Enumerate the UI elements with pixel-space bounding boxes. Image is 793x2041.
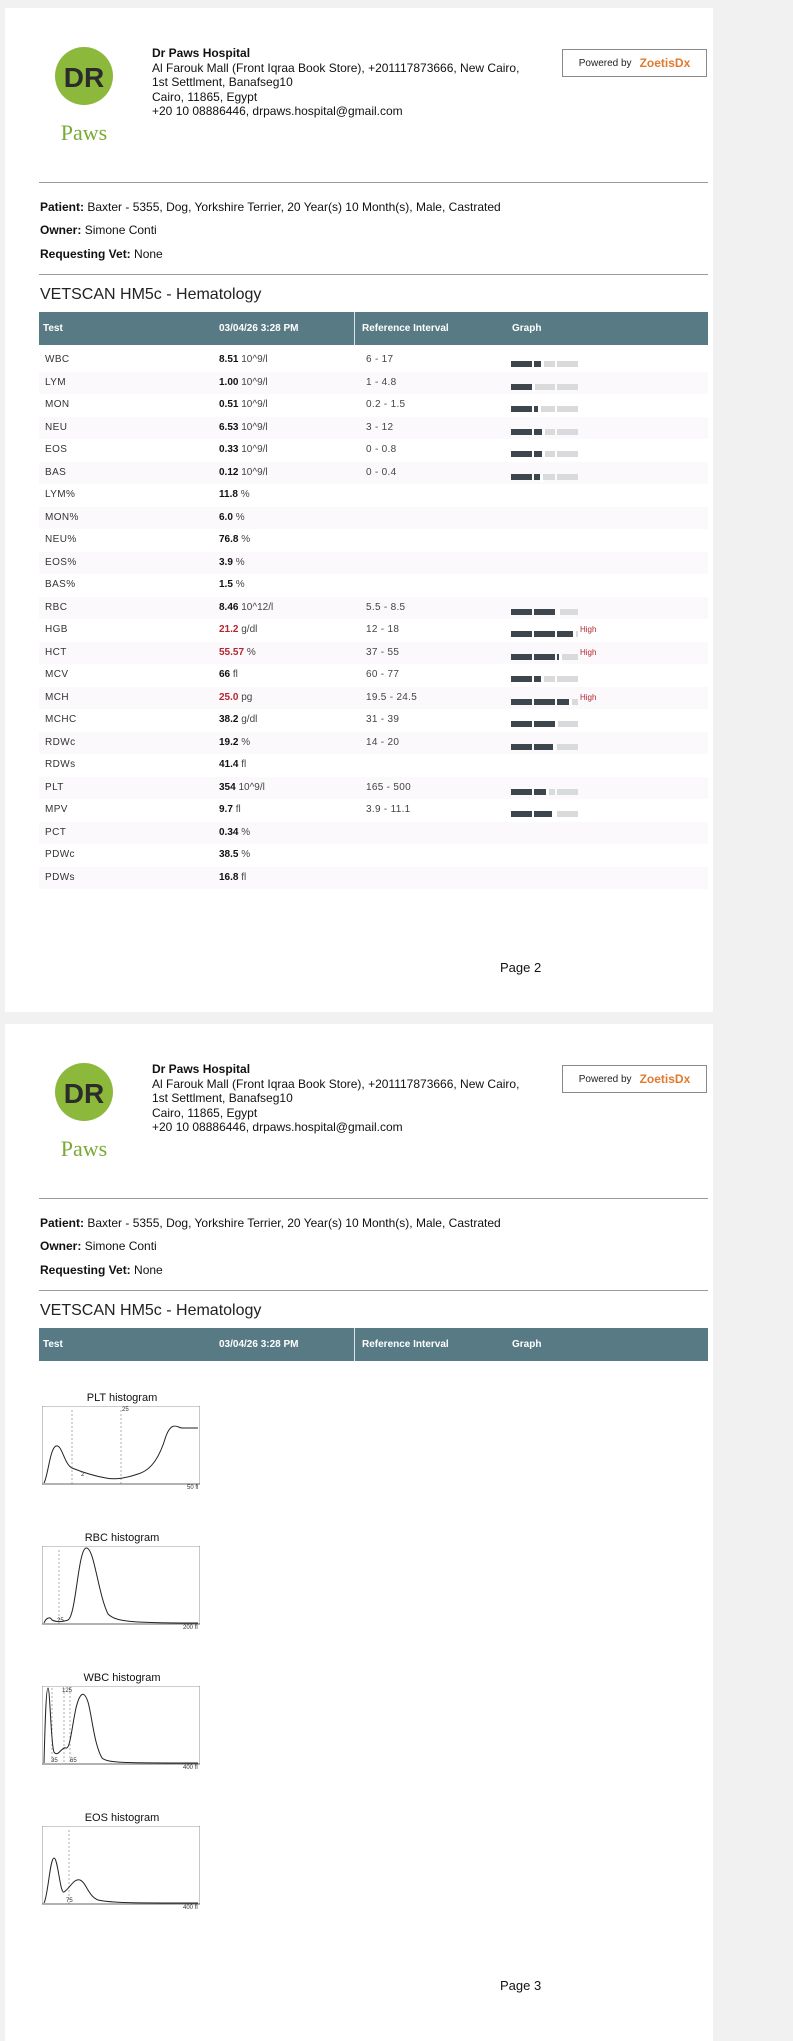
table-row xyxy=(39,462,708,485)
table-row xyxy=(39,709,708,732)
range-bar-high xyxy=(557,811,578,817)
clinic-logo xyxy=(50,1062,118,1162)
divider xyxy=(39,1198,708,1199)
range-bar-mid xyxy=(534,654,555,660)
clinic-info xyxy=(152,1062,519,1135)
svg-text:DR: DR xyxy=(63,62,105,93)
range-bar-mid xyxy=(534,631,555,637)
table-row xyxy=(39,822,708,845)
range-bar-mid xyxy=(534,384,555,390)
test-name: RBC xyxy=(45,601,68,613)
range-bar-high xyxy=(557,676,578,682)
report-page-1 xyxy=(5,8,713,1012)
value-marker xyxy=(542,451,545,459)
table-row xyxy=(39,867,708,890)
test-name: MPV xyxy=(45,804,68,815)
histogram-axis-max: 200 fl xyxy=(183,1625,198,1631)
col-reference: Reference Interval xyxy=(362,1339,449,1350)
table-row xyxy=(39,597,708,620)
test-value: 25.0 pg xyxy=(219,691,253,703)
test-name: MCH xyxy=(45,691,69,703)
table-row xyxy=(39,687,708,710)
histogram-axis-max: 400 fl xyxy=(183,1765,198,1771)
results-table-header xyxy=(39,312,708,345)
results-table-body xyxy=(39,349,708,889)
table-row xyxy=(39,394,708,417)
test-name: MON xyxy=(45,399,70,410)
divider xyxy=(39,1290,708,1291)
test-name: NEU% xyxy=(45,534,77,545)
test-value: 6.53 10^9/l xyxy=(219,421,268,433)
range-bar-high xyxy=(557,406,578,412)
test-name: LYM xyxy=(45,376,67,388)
histogram-axis-max: 400 fl xyxy=(183,1905,198,1911)
table-row xyxy=(39,349,708,372)
table-row xyxy=(39,799,708,822)
value-marker xyxy=(557,609,560,617)
report-title: VETSCAN HM5c - Hematology xyxy=(40,1302,262,1319)
range-bar-mid xyxy=(534,609,555,615)
rbc-histogram xyxy=(39,1532,205,1632)
test-value: 1.00 10^9/l xyxy=(219,376,268,388)
range-bar-over xyxy=(557,699,569,705)
table-row xyxy=(39,664,708,687)
range-graph xyxy=(511,446,611,452)
col-date: 03/04/26 3:28 PM xyxy=(219,323,299,334)
value-marker xyxy=(532,384,535,392)
clinic-name: Dr Paws Hospital xyxy=(152,1062,251,1076)
col-graph: Graph xyxy=(512,323,542,334)
powered-by-label: Powered by xyxy=(578,1073,632,1085)
test-name: RDWs xyxy=(45,759,76,770)
histogram-marker: 65 xyxy=(70,1758,77,1764)
results-table-header xyxy=(39,1328,708,1361)
col-test: Test xyxy=(43,1339,63,1350)
page-number: Page 2 xyxy=(500,960,542,975)
table-row xyxy=(39,574,708,597)
histogram-marker: 75 xyxy=(66,1898,73,1904)
test-value: 354 10^9/l xyxy=(219,781,265,793)
test-value: 1.5 % xyxy=(219,579,245,590)
powered-by-badge xyxy=(562,1065,707,1093)
high-flag: High xyxy=(580,647,597,657)
report-title: VETSCAN HM5c - Hematology xyxy=(40,286,262,303)
reference-interval: 5.5 - 8.5 xyxy=(366,601,406,613)
table-row xyxy=(39,484,708,507)
range-bar-fill xyxy=(534,361,541,367)
zoetis-brand: ZoetisDx xyxy=(639,1072,691,1086)
range-bar-low xyxy=(511,631,532,637)
range-graph xyxy=(511,356,611,362)
test-name: PDWs xyxy=(45,871,75,883)
reference-interval: 3.9 - 11.1 xyxy=(366,804,411,815)
test-name: MON% xyxy=(45,511,79,523)
test-value: 38.5 % xyxy=(219,849,251,860)
test-value: 55.57 % xyxy=(219,646,256,658)
clinic-address-line2: 1st Settlment, Banafseg10 xyxy=(152,75,293,90)
col-test: Test xyxy=(43,323,63,334)
value-marker xyxy=(569,699,572,707)
range-bar-high xyxy=(557,744,578,750)
range-bar-low xyxy=(511,384,532,390)
range-graph xyxy=(511,379,611,385)
range-bar-fill xyxy=(534,811,552,817)
test-name: BAS xyxy=(45,466,67,478)
test-name: RDWc xyxy=(45,736,76,748)
reference-interval: 60 - 77 xyxy=(366,669,400,680)
histogram-title: WBC histogram xyxy=(83,1672,161,1684)
table-row xyxy=(39,372,708,395)
table-row xyxy=(39,844,708,867)
range-bar-fill xyxy=(534,789,546,795)
range-bar-high xyxy=(557,429,578,435)
value-marker xyxy=(553,744,556,752)
histogram-title: RBC histogram xyxy=(84,1532,160,1544)
test-value: 0.34 % xyxy=(219,826,251,838)
histogram-title: PLT histogram xyxy=(86,1392,158,1404)
range-bar-mid xyxy=(534,699,555,705)
test-value: 0.33 10^9/l xyxy=(219,444,268,455)
table-row xyxy=(39,619,708,642)
test-value: 41.4 fl xyxy=(219,759,247,770)
reference-interval: 0.2 - 1.5 xyxy=(366,399,406,410)
histogram-marker: 125 xyxy=(62,1688,73,1694)
patient-line: Patient: Baxter - 5355, Dog, Yorkshire Terrier, 20 Year(s) 10 Month(s), Male, Castrated xyxy=(40,200,501,214)
range-bar-fill xyxy=(534,744,553,750)
test-value: 11.8 % xyxy=(219,489,250,500)
range-bar-fill xyxy=(534,429,542,435)
clinic-address-line3: Cairo, 11865, Egypt xyxy=(152,1105,258,1120)
svg-text:Paws: Paws xyxy=(60,1136,108,1161)
range-bar-low xyxy=(511,789,532,795)
histogram-marker: 35 xyxy=(51,1758,58,1764)
svg-text:Paws: Paws xyxy=(60,120,108,145)
table-row xyxy=(39,642,708,665)
histogram-marker: 25 xyxy=(57,1618,64,1624)
range-bar-fill xyxy=(534,721,555,727)
range-bar-fill xyxy=(534,451,542,457)
test-name: NEU xyxy=(45,421,68,433)
divider xyxy=(39,274,708,275)
histogram-axis-max: 50 fl xyxy=(187,1485,199,1491)
test-value: 16.8 fl xyxy=(219,871,247,883)
clinic-contact: +20 10 08886446, drpaws.hospital@gmail.com xyxy=(152,104,403,119)
range-graph xyxy=(511,469,611,475)
test-value: 0.51 10^9/l xyxy=(219,399,268,410)
test-name: PLT xyxy=(45,781,64,793)
test-value: 9.7 fl xyxy=(219,804,241,815)
test-name: HGB xyxy=(45,624,68,635)
test-value: 21.2 g/dl xyxy=(219,624,258,635)
range-graph xyxy=(511,604,611,610)
range-graph xyxy=(511,806,611,812)
clinic-contact: +20 10 08886446, drpaws.hospital@gmail.com xyxy=(152,1120,403,1135)
histogram-title: EOS histogram xyxy=(84,1812,160,1824)
range-graph xyxy=(511,671,611,677)
test-name: BAS% xyxy=(45,579,76,590)
divider xyxy=(39,182,708,183)
range-bar-high xyxy=(557,451,578,457)
histogram-marker: 25 xyxy=(122,1407,129,1413)
reference-interval: 12 - 18 xyxy=(366,624,400,635)
reference-interval: 37 - 55 xyxy=(366,646,400,658)
table-row xyxy=(39,439,708,462)
eos-histogram xyxy=(39,1812,205,1912)
table-row xyxy=(39,552,708,575)
high-flag: High xyxy=(580,625,597,634)
test-name: WBC xyxy=(45,354,70,365)
range-bar-low xyxy=(511,406,532,412)
range-graph xyxy=(511,739,611,745)
reference-interval: 0 - 0.4 xyxy=(366,466,397,478)
range-bar-low xyxy=(511,429,532,435)
report-header xyxy=(5,1024,713,1164)
test-name: MCHC xyxy=(45,714,77,725)
clinic-address-line1: Al Farouk Mall (Front Iqraa Book Store), +201117873666, New Cairo, xyxy=(152,1076,520,1091)
table-row xyxy=(39,529,708,552)
test-value: 66 fl xyxy=(219,669,238,680)
plt-histogram xyxy=(39,1392,205,1492)
test-name: PDWc xyxy=(45,849,75,860)
test-value: 3.9 % xyxy=(219,556,245,568)
range-graph xyxy=(511,784,611,790)
test-name: EOS xyxy=(45,444,68,455)
table-row xyxy=(39,417,708,440)
range-bar-low xyxy=(511,451,532,457)
vet-line: Requesting Vet: None xyxy=(40,247,163,261)
col-graph: Graph xyxy=(512,1339,542,1350)
range-bar-low xyxy=(511,654,532,660)
value-marker xyxy=(573,631,576,639)
value-marker xyxy=(555,721,558,729)
test-value: 8.46 10^12/l xyxy=(219,601,274,613)
reference-interval: 19.5 - 24.5 xyxy=(366,691,418,703)
table-row xyxy=(39,732,708,755)
range-bar-low xyxy=(511,361,532,367)
value-marker xyxy=(541,676,544,684)
value-marker xyxy=(552,811,555,819)
powered-by-label: Powered by xyxy=(578,57,632,69)
test-value: 19.2 % xyxy=(219,736,251,748)
wbc-histogram xyxy=(39,1672,205,1772)
range-bar-low xyxy=(511,474,532,480)
range-graph xyxy=(511,424,611,430)
clinic-address-line2: 1st Settlment, Banafseg10 xyxy=(152,1091,293,1106)
zoetis-brand: ZoetisDx xyxy=(639,56,691,70)
value-marker xyxy=(540,474,543,482)
clinic-logo xyxy=(50,46,118,146)
range-bar-over xyxy=(557,631,573,637)
range-bar-high xyxy=(557,361,578,367)
test-value: 8.51 10^9/l xyxy=(219,354,268,365)
clinic-address-line1: Al Farouk Mall (Front Iqraa Book Store), +201117873666, New Cairo, xyxy=(152,60,520,75)
reference-interval: 165 - 500 xyxy=(366,781,411,793)
col-date: 03/04/26 3:28 PM xyxy=(219,1339,299,1350)
clinic-address-line3: Cairo, 11865, Egypt xyxy=(152,89,258,104)
test-value: 0.12 10^9/l xyxy=(219,466,268,478)
page-number: Page 3 xyxy=(500,1978,542,1993)
range-graph xyxy=(511,716,611,722)
reference-interval: 6 - 17 xyxy=(366,354,394,365)
value-marker xyxy=(538,406,541,414)
test-value: 38.2 g/dl xyxy=(219,714,258,725)
table-row xyxy=(39,777,708,800)
reference-interval: 1 - 4.8 xyxy=(366,376,397,388)
range-bar-low xyxy=(511,699,532,705)
reference-interval: 31 - 39 xyxy=(366,714,400,725)
powered-by-badge xyxy=(562,49,707,77)
table-row xyxy=(39,507,708,530)
report-page-2 xyxy=(5,1024,713,2041)
test-name: HCT xyxy=(45,646,67,658)
value-marker xyxy=(546,789,549,797)
high-flag: High xyxy=(580,692,597,702)
patient-line: Patient: Baxter - 5355, Dog, Yorkshire Terrier, 20 Year(s) 10 Month(s), Male, Castrated xyxy=(40,1216,501,1230)
svg-text:DR: DR xyxy=(63,1078,105,1109)
clinic-name: Dr Paws Hospital xyxy=(152,46,251,60)
reference-interval: 14 - 20 xyxy=(366,736,400,748)
owner-line: Owner: Simone Conti xyxy=(40,1239,157,1253)
value-marker xyxy=(542,429,545,437)
vet-line: Requesting Vet: None xyxy=(40,1263,163,1277)
test-name: MCV xyxy=(45,669,69,680)
range-bar-low xyxy=(511,676,532,682)
value-marker xyxy=(559,654,562,662)
range-bar-fill xyxy=(534,676,541,682)
report-header xyxy=(5,8,713,148)
value-marker xyxy=(541,361,544,369)
range-bar-high xyxy=(557,384,578,390)
col-reference: Reference Interval xyxy=(362,323,449,334)
reference-interval: 0 - 0.8 xyxy=(366,444,397,455)
range-bar-low xyxy=(511,609,532,615)
clinic-info xyxy=(152,46,519,119)
test-name: LYM% xyxy=(45,489,76,500)
table-row xyxy=(39,754,708,777)
test-name: PCT xyxy=(45,826,67,838)
owner-line: Owner: Simone Conti xyxy=(40,223,157,237)
test-value: 76.8 % xyxy=(219,534,251,545)
range-bar-high xyxy=(557,609,578,615)
range-graph xyxy=(511,401,611,407)
range-bar-high xyxy=(557,789,578,795)
test-name: EOS% xyxy=(45,556,77,568)
histogram-marker: 2 xyxy=(81,1472,85,1478)
range-bar-low xyxy=(511,744,532,750)
range-bar-high xyxy=(557,721,578,727)
reference-interval: 3 - 12 xyxy=(366,421,394,433)
range-bar-low xyxy=(511,721,532,727)
test-value: 6.0 % xyxy=(219,511,245,523)
range-bar-low xyxy=(511,811,532,817)
range-bar-high xyxy=(557,474,578,480)
